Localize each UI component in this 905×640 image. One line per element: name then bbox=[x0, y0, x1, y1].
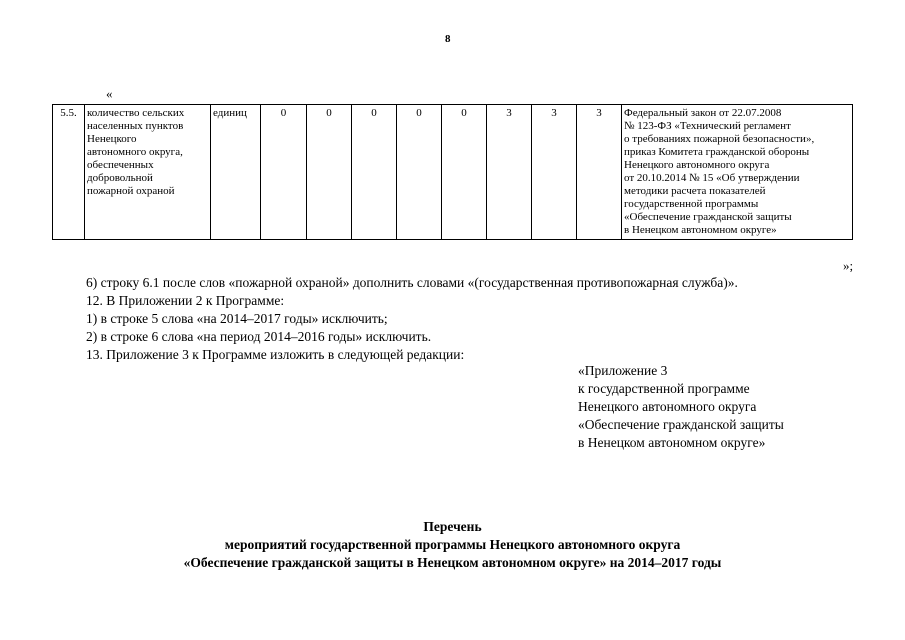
appendix-line: «Приложение 3 bbox=[578, 363, 668, 378]
description-line: автономного округа, bbox=[87, 146, 183, 158]
description-line: обеспеченных bbox=[87, 159, 154, 171]
paragraph-section-13: 13. Приложение 3 к Программе изложить в следующей редакции: bbox=[86, 347, 465, 362]
appendix-header bbox=[578, 362, 784, 452]
source-line: Федеральный закон от 22.07.2008 bbox=[624, 107, 782, 119]
document-title bbox=[0, 518, 905, 572]
source-line: в Ненецком автономном округе» bbox=[624, 224, 777, 236]
value-cell: 3 bbox=[577, 105, 622, 240]
paragraph-item-1: 1) в строке 5 слова «на 2014–2017 годы» исключить; bbox=[86, 311, 388, 326]
value-cell: 0 bbox=[352, 105, 397, 240]
indicator-table bbox=[52, 104, 853, 240]
title-line: мероприятий государственной программы Ненецкого автономного округа bbox=[224, 537, 681, 552]
description-line: населенных пунктов bbox=[87, 120, 184, 132]
value-cell: 0 bbox=[307, 105, 352, 240]
value-cell: 0 bbox=[261, 105, 307, 240]
source-line: государственной программы bbox=[624, 198, 759, 210]
paragraph-amendment-6: 6) строку 6.1 после слов «пожарной охраной» дополнить словами «(государственная противопожарная служба)». bbox=[86, 275, 738, 290]
page-number: 8 bbox=[445, 33, 451, 45]
value-cell: 3 bbox=[532, 105, 577, 240]
unit-cell: единиц bbox=[211, 105, 261, 240]
title-line: Перечень bbox=[423, 519, 482, 534]
source-line: о требованиях пожарной безопасности», bbox=[624, 133, 815, 145]
row-number-cell: 5.5. bbox=[53, 105, 85, 240]
description-cell bbox=[85, 105, 211, 240]
source-line: № 123-ФЗ «Технический регламент bbox=[624, 120, 791, 132]
source-cell bbox=[622, 105, 853, 240]
source-line: «Обеспечение гражданской защиты bbox=[624, 211, 792, 223]
paragraph-item-2: 2) в строке 6 слова «на период 2014–2016 годы» исключить. bbox=[86, 329, 432, 344]
description-line: добровольной bbox=[87, 172, 153, 184]
value-cell: 0 bbox=[442, 105, 487, 240]
appendix-line: в Ненецком автономном округе» bbox=[578, 435, 766, 450]
title-line: «Обеспечение гражданской защиты в Ненецком автономном округе» на 2014–2017 годы bbox=[183, 555, 722, 570]
appendix-line: «Обеспечение гражданской защиты bbox=[578, 417, 784, 432]
description-line: пожарной охраной bbox=[87, 185, 175, 197]
source-line: методики расчета показателей bbox=[624, 185, 766, 197]
paragraph-section-12: 12. В Приложении 2 к Программе: bbox=[86, 293, 285, 308]
closing-quote: »; bbox=[843, 258, 854, 273]
description-line: количество сельских bbox=[87, 107, 185, 119]
value-cell: 3 bbox=[487, 105, 532, 240]
description-line: Ненецкого bbox=[87, 133, 137, 145]
value-cell: 0 bbox=[397, 105, 442, 240]
source-line: Ненецкого автономного округа bbox=[624, 159, 770, 171]
appendix-line: Ненецкого автономного округа bbox=[578, 399, 757, 414]
source-line: от 20.10.2014 № 15 «Об утверждении bbox=[624, 172, 800, 184]
appendix-line: к государственной программе bbox=[578, 381, 750, 396]
opening-quote: « bbox=[106, 86, 113, 101]
table-row bbox=[53, 105, 853, 240]
source-line: приказ Комитета гражданской обороны bbox=[624, 146, 810, 158]
